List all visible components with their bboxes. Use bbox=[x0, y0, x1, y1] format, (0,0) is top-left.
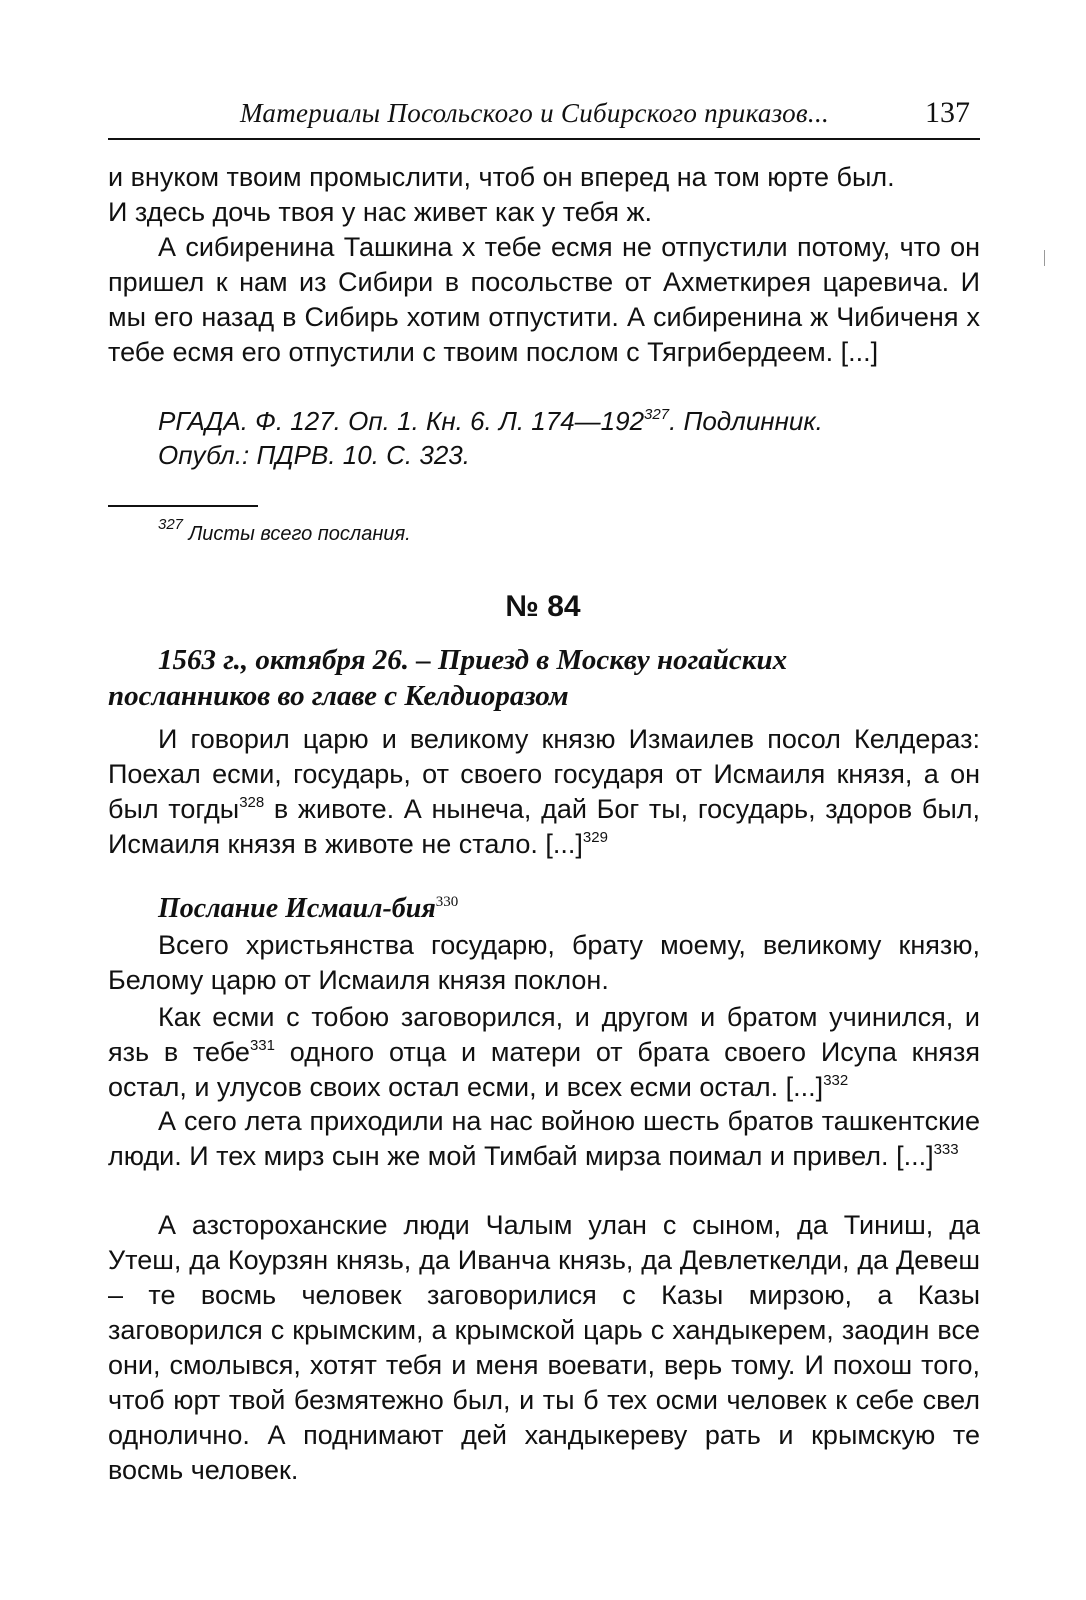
footnote-ref: 333 bbox=[933, 1141, 959, 1158]
footnote-ref: 329 bbox=[582, 829, 608, 846]
document-number: № 84 bbox=[505, 590, 581, 623]
speech-text: в животе. А нынеча, дай Бог ты, государь, здоров был, Исмаиля князя в животе не стало. [...] bbox=[108, 794, 980, 859]
citation-text: . Подлинник. bbox=[669, 406, 823, 436]
paragraph-siberian-envoy: А сибиренина Ташкина х тебе есмя не отпустили потому, что он пришел к нам из Сибири в посольстве от Ахметкирея царевича. И мы его назад в Сибирь хотим отпустити. А сибиренина ж Чибиченя х тебе есмя его отпустили с твоим послом с Тягрибердеем. [...] bbox=[108, 232, 980, 367]
document-heading bbox=[108, 642, 980, 714]
publication-citation: Опубл.: ПДРВ. 10. С. 323. bbox=[158, 440, 470, 470]
paragraph-text: Как есми с тобою заговорился, и другом и братом учинился, и язь в тебе bbox=[108, 1002, 980, 1067]
archive-citation bbox=[158, 404, 823, 438]
paragraph-tashkent-raid bbox=[108, 1104, 980, 1174]
footnote-text: Листы всего послания. bbox=[183, 523, 411, 545]
paragraph-greeting: Всего христьянства государю, брату моему, великому князю, Белому царю от Исмаиля князя поклон. bbox=[108, 930, 980, 995]
letter-title-text: Послание Исмаил-бия bbox=[158, 893, 436, 924]
footnote bbox=[158, 516, 411, 546]
footnote-divider bbox=[108, 505, 258, 507]
page-number: 137 bbox=[925, 96, 970, 129]
paragraph-continuation bbox=[108, 160, 980, 230]
citation-text: РГАДА. Ф. 127. Оп. 1. Кн. 6. Л. 174—192 bbox=[158, 406, 645, 436]
paragraph-astrakhan-plot: А азстороханские люди Чалым улан с сыном, да Тиниш, да Утеш, да Коурзян князь, да Иванча князь, да Девлеткелди, да Девеш – те восмь человек заговорилися с Казы мирзою, а Казы заговорился с крымским, а крымской царь с хандыкерем, заодин все они, смолывся, хотят тебя и меня воевати, верь тому. И похош того, чтоб юрт твой безмятежно был, и ты б тех осми человек к себе свел однолично. А поднимают дей хандыкереву рать и крымскую те восмь человек. bbox=[108, 1210, 980, 1485]
paragraph-line: и внуком твоим промыслити, чтоб он вперед на том юрте был. bbox=[108, 162, 895, 192]
running-title: Материалы Посольского и Сибирского приказов... bbox=[240, 98, 830, 128]
paragraph-text: А сего лета приходили на нас войною шесть братов ташкентские люди. И тех мирз сын же мой Тимбай мирза поимал и привел. [...] bbox=[108, 1106, 980, 1171]
heading-line: посланников во главе с Келдиоразом bbox=[108, 680, 569, 712]
paragraph-text: одного отца и матери от брата своего Исупа князя остал, и улусов своих остал есми, и всех есми остал. [...] bbox=[108, 1037, 980, 1102]
footnote-ref: 330 bbox=[435, 894, 459, 910]
speech-text: И говорил царю и великому князю Измаилев посол Келдераз: Поехал есми, государь, от своего государя от Исмаиля князя, а он был тогды bbox=[108, 724, 980, 824]
footnote-number: 327 bbox=[158, 516, 184, 533]
footnote-ref: 332 bbox=[823, 1072, 849, 1089]
footnote-ref: 327 bbox=[644, 406, 670, 423]
footnote-ref: 328 bbox=[239, 794, 265, 811]
paragraph-line: И здесь дочь твоя у нас живет как у тебя ж. bbox=[108, 197, 653, 227]
paragraph-alliance bbox=[108, 1000, 980, 1105]
running-header bbox=[108, 98, 980, 140]
letter-title bbox=[158, 893, 458, 925]
heading-line: 1563 г., октября 26. – Приезд в Москву ногайских bbox=[158, 644, 788, 676]
footnote-ref: 331 bbox=[249, 1037, 275, 1054]
margin-mark bbox=[1044, 250, 1045, 266]
paragraph-envoy-speech bbox=[108, 722, 980, 862]
